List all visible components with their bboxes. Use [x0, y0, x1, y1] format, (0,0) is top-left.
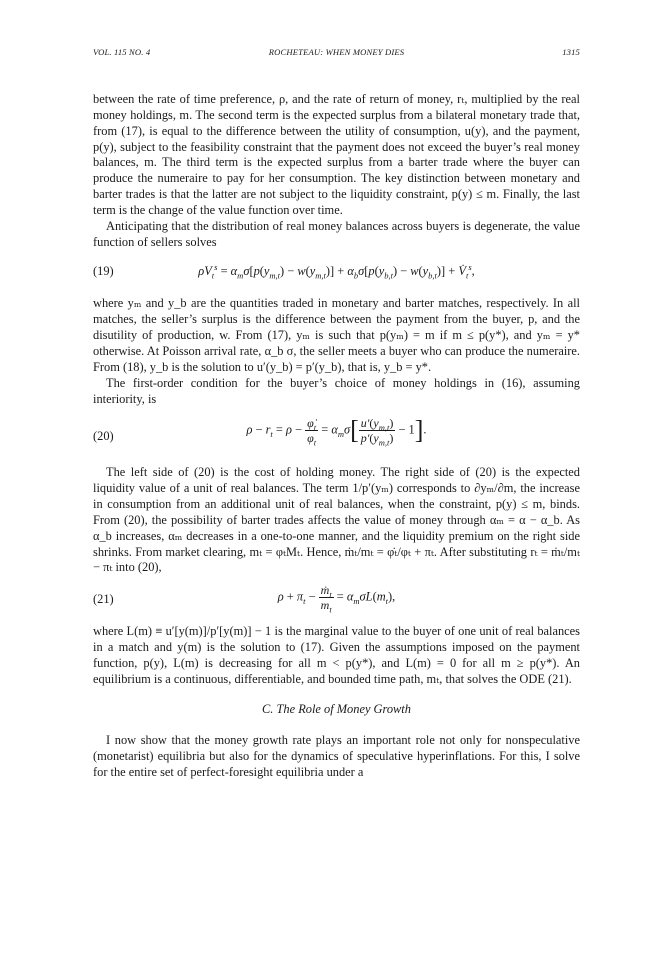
equation-body: $\rho - r_t = \rho$ − $\frac{\varphi̇_t}{\varphi_t}$ = $\alpha_m\sigma$[ $\frac{u'(y_{m,t})}{p'(y_{m,t})}$ − 1]. — [246, 415, 427, 448]
equation-20 — [93, 407, 580, 465]
paragraph: where yₘ and y_b are the quantities traded in monetary and barter matches, respectively. In all matches, the seller’s surplus is the difference between the payment from the buyer, p, and the disutility of production, w. From (17), yₘ is such that p(yₘ) = m if m ≤ p(y*), and yₘ = y* otherwise. At Poisson arrival rate, α_b σ, the seller meets a buyer who can produce the numeraire. From (18), y_b is the solution to u′(y_b) = p′(y_b), that is, y_b = y*. — [93, 296, 580, 374]
page-number: 1315 — [562, 47, 580, 57]
equation-19 — [93, 250, 580, 296]
equation-number: (20) — [93, 429, 114, 444]
paragraph: The first-order condition for the buyer’s choice of money holdings in (16), assuming interiority, is — [93, 375, 580, 406]
journal-volume: VOL. 115 NO. 4 — [93, 47, 151, 57]
paragraph: where L(m) ≡ u′[y(m)]/p′[y(m)] − 1 is the marginal value to the buyer of one unit of real balances in a match and y(m) is the solution to (17). Given the assumptions imposed on the payment function, p(y), L(m) is decreasing for all m < p(y*), and L(m) = 0 for all m ≥ p(y*). An equilibrium is a continuous, differentiable, and bounded time path, mₜ, that solves the ODE (21). — [93, 624, 580, 686]
paragraph: between the rate of time preference, ρ, and the rate of return of money, rₜ, multiplied by the real money holdings, m. The second term is the expected surplus from a bilateral monetary trade that, from (17), is equal to the difference between the utility of consumption, u(y), and the payment, p(y), subject to the feasibility constraint that the payment does not exceed the buyer’s real money balances, m. The third term is the expected surplus from a barter trade where the buyer can produce the numeraire to pay for her consumption. The key distinction between monetary and barter trades is that the latter are not subject to the liquidity constraint, p(y) ≤ m. Finally, the last term is the change of the value function over time. — [93, 92, 580, 217]
paragraph: The left side of (20) is the cost of holding money. The right side of (20) is the expected liquidity value of a unit of real balances. The term 1/p′(yₘ) corresponds to ∂yₘ/∂m, the increase in consumption from an additional unit of real balances, when the constraint, p(y) ≤ m, binds. From (20), the possibility of barter trades affects the value of money through αₘ = α − α_b. As α_b increases, αₘ decreases in a one-to-one manner, and the liquidity premium on the right side shrinks. From market clearing, mₜ = φₜMₜ. Hence, ṁₜ/mₜ = φ̇ₜ/φₜ + πₜ. After substituting rₜ = ṁₜ/mₜ − πₜ into (20), — [93, 465, 580, 575]
paragraph: I now show that the money growth rate plays an important role not only for nonspeculative (monetarist) equilibria but also for the dynamics of speculative hyperinflations. For this, I solve for the entire set of perfect-foresight equilibria under a — [93, 733, 580, 780]
equation-body: $\rho V_t^s = \alpha_m\sigma[p(y_{m,t}) - w(y_{m,t})] + \alpha_b\sigma[p(y_{b,t}) - w(y_{b,t})]$ + $V̇_t^s$, — [198, 262, 475, 281]
equation-number: (21) — [93, 592, 114, 607]
running-header — [93, 47, 580, 61]
running-title: ROCHETEAU: WHEN MONEY DIES — [268, 47, 405, 57]
body-text — [93, 92, 580, 781]
paragraph: Anticipating that the distribution of real money balances across buyers is degenerate, the value function of sellers solves — [93, 218, 580, 249]
equation-21 — [93, 576, 580, 624]
equation-body: $\rho + \pi_t$ − $\frac{ṁ_t}{m_t}$ = $\alpha_m\sigma L(m_t)$, — [277, 583, 396, 615]
equation-number: (19) — [93, 264, 114, 279]
section-heading: C. The Role of Money Growth — [262, 701, 411, 716]
